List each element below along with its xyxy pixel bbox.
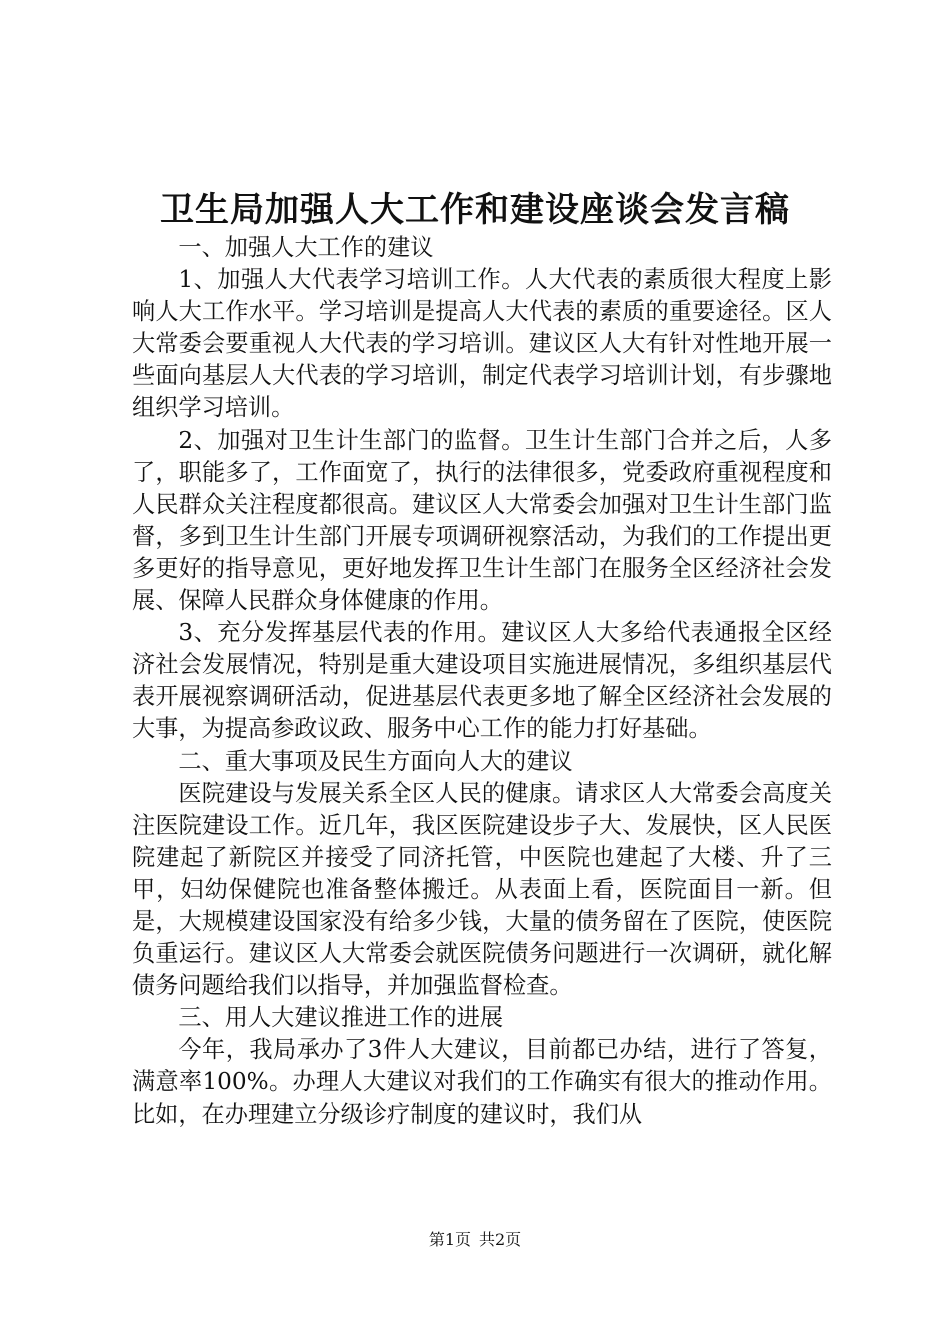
document-body [132,232,832,1131]
paragraph: 医院建设与发展关系全区人民的健康。请求区人大常委会高度关注医院建设工作。近几年，我区医院建设步子大、发展快，区人民医院建起了新院区并接受了同济托管，中医院也建起了大楼、升了三甲，妇幼保健院也准备整体搬迁。从表面上看，医院面目一新。但是，大规模建设国家没有给多少钱，大量的债务留在了医院，使医院负重运行。建议区人大常委会就医院债务问题进行一次调研，就化解债务问题给我们以指导，并加强监督检查。 [132,779,832,1000]
paragraph: 1、加强人大代表学习培训工作。人大代表的素质很大程度上影响人大工作水平。学习培训是提高人大代表的素质的重要途径。区人大常委会要重视人大代表的学习培训。建议区人大有针对性地开展一些面向基层人大代表的学习培训，制定代表学习培训计划，有步骤地组织学习培训。 [132,266,832,422]
section-heading-2: 二、重大事项及民生方面向人大的建议 [178,747,573,775]
page-number: 第1页 [428,1230,471,1249]
document-title: 卫生局加强人大工作和建设座谈会发言稿 [160,190,790,230]
page-total: 共2页 [479,1230,522,1249]
paragraph: 2、加强对卫生计生部门的监督。卫生计生部门合并之后，人多了，职能多了，工作面宽了，执行的法律很多，党委政府重视程度和人民群众关注程度都很高。建议区人大常委会加强对卫生计生部门监督，多到卫生计生部门开展专项调研视察活动，为我们的工作提出更多更好的指导意见，更好地发挥卫生计生部门在服务全区经济社会发展、保障人民群众身体健康的作用。 [132,426,832,615]
section-heading-1: 一、加强人大工作的建议 [178,234,434,261]
paragraph: 今年，我局承办了3件人大建议，目前都已办结，进行了答复，满意率100%。办理人大建议对我们的工作确实有很大的推动作用。比如，在办理建立分级诊疗制度的建议时，我们从 [132,1036,832,1128]
page-footer [0,1228,950,1252]
section-heading-3: 三、用人大建议推进工作的进展 [178,1004,504,1032]
paragraph: 3、充分发挥基层代表的作用。建议区人大多给代表通报全区经济社会发展情况，特别是重大建设项目实施进展情况，多组织基层代表开展视察调研活动，促进基层代表更多地了解全区经济社会发展的大事，为提高参政议政、服务中心工作的能力打好基础。 [132,619,832,743]
